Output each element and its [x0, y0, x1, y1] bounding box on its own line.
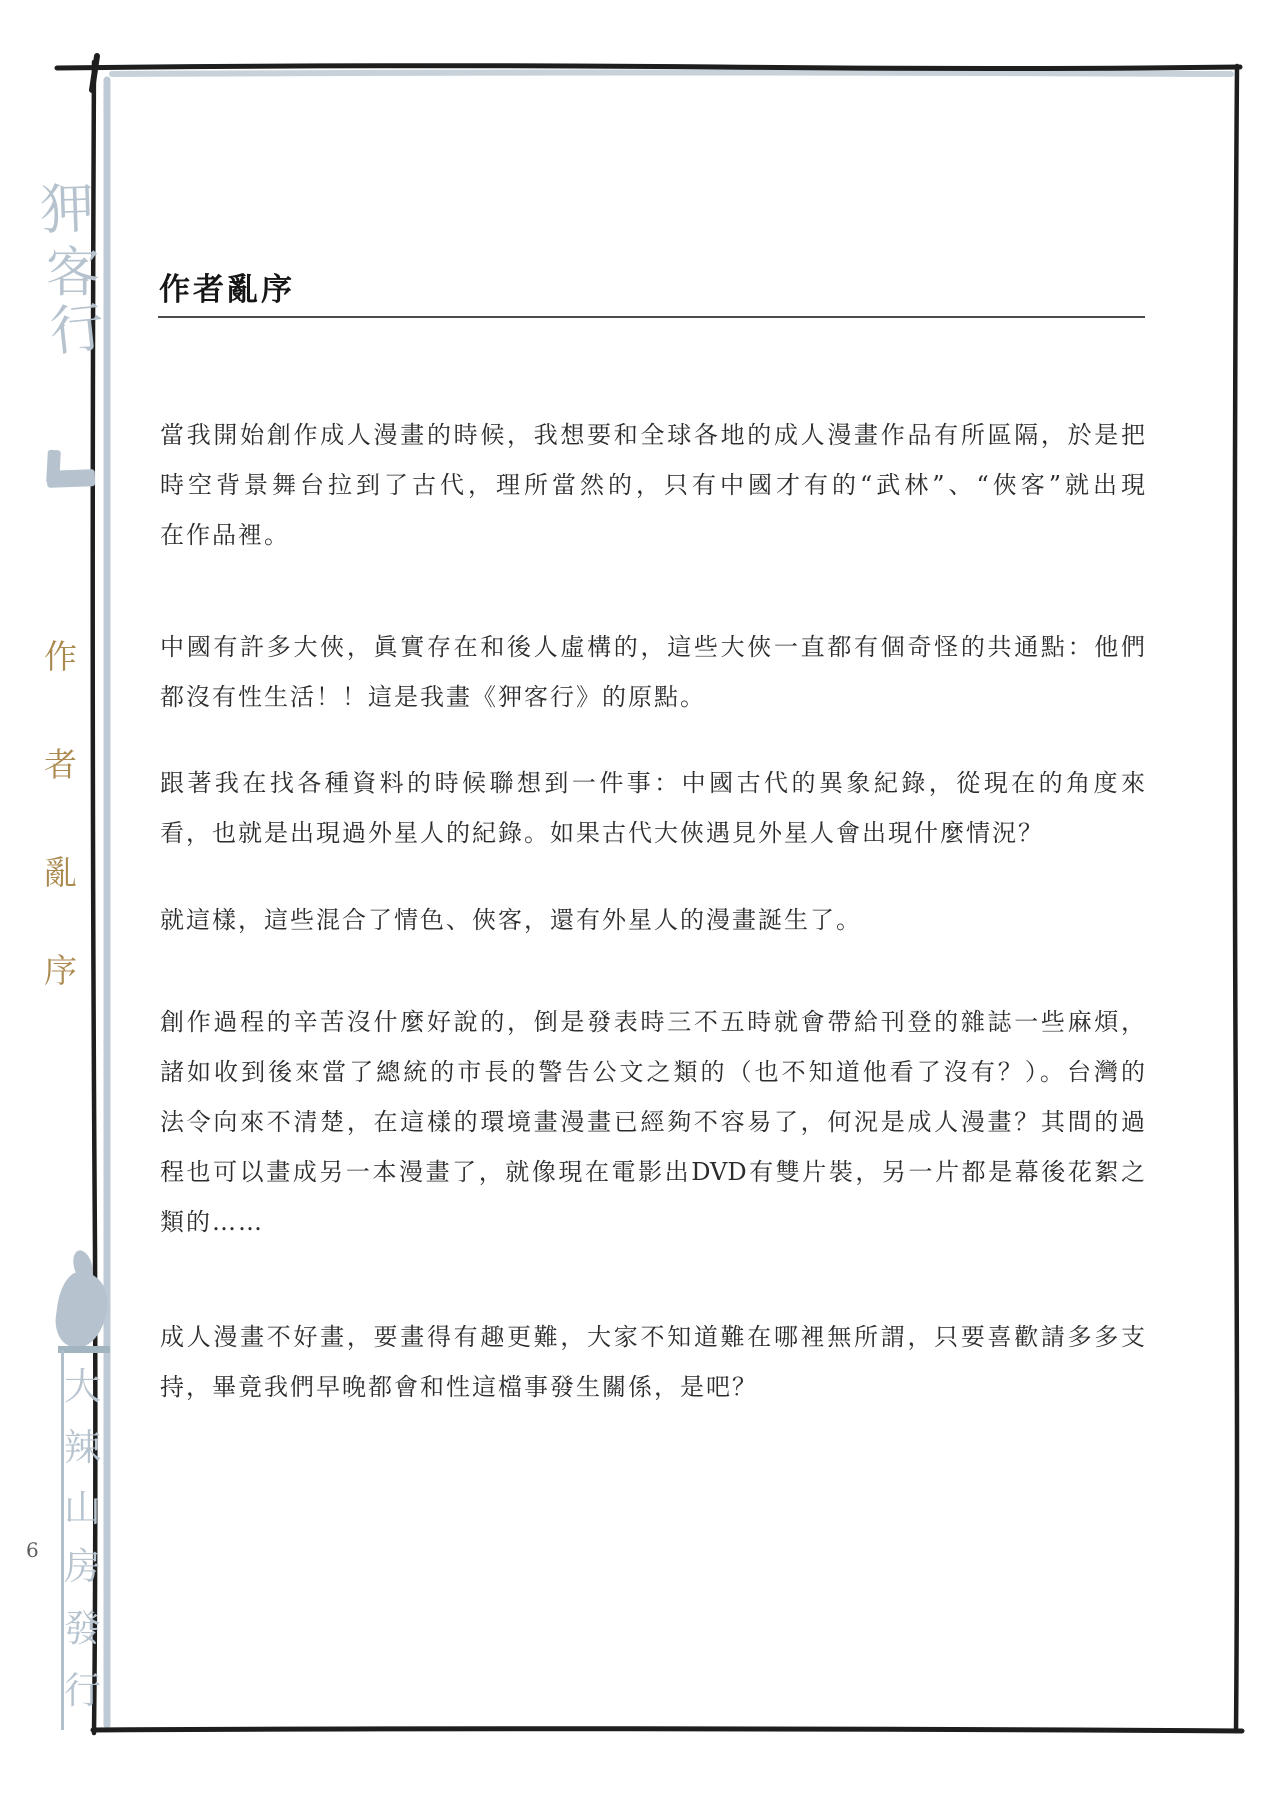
page-number: 6	[26, 1538, 39, 1562]
bracket-horizontal-stroke	[47, 469, 96, 488]
body-line: 成人漫畫不好畫，要畫得有趣更難，大家不知道難在哪裡無所謂，只要喜歡請多多支	[160, 1323, 1145, 1351]
body-line: 類的……	[160, 1208, 264, 1236]
ink-blob-ornament	[52, 1269, 112, 1351]
publisher-char: 行	[64, 1669, 101, 1712]
body-line: 就這樣，這些混合了情色、俠客，還有外星人的漫畫誕生了。	[160, 906, 862, 934]
paragraph	[160, 895, 1145, 945]
body-line: 中國有許多大俠，眞實存在和後人虛構的，這些大俠一直都有個奇怪的共通點：他們	[160, 633, 1145, 661]
publisher-char: 辣	[64, 1426, 101, 1469]
section-label-char: 作	[44, 637, 77, 676]
body-line: 都沒有性生活！！這是我畫《狎客行》的原點。	[160, 683, 706, 711]
section-label-char: 序	[44, 951, 77, 990]
publisher-char: 房	[64, 1545, 101, 1588]
body-line: 跟著我在找各種資料的時候聯想到一件事：中國古代的異象紀錄，從現在的角度來	[160, 769, 1145, 797]
body-line: 創作過程的辛苦沒什麼好說的，倒是發表時三不五時就會帶給刊登的雜誌一些麻煩，	[160, 1008, 1145, 1036]
page-title: 作者亂序	[159, 272, 295, 308]
publisher-char: 山	[64, 1487, 101, 1530]
body-line: 諸如收到後來當了總統的市長的警告公文之類的（也不知道他看了沒有？）。台灣的	[160, 1058, 1145, 1086]
series-title-char: 客	[46, 241, 100, 304]
section-label-char: 者	[44, 745, 77, 784]
body-line: 持，畢竟我們早晚都會和性這檔事發生關係，是吧？	[160, 1373, 758, 1401]
publisher-char: 發	[64, 1607, 101, 1650]
paragraph	[160, 1312, 1145, 1412]
body-line: 時空背景舞台拉到了古代，理所當然的，只有中國才有的“武林”、“俠客”就出現	[160, 471, 1145, 499]
body-line: 程也可以畫成另一本漫畫了，就像現在電影出DVD有雙片裝，另一片都是幕後花絮之	[160, 1158, 1145, 1186]
section-label-char: 亂	[44, 853, 77, 892]
publisher-char: 大	[64, 1365, 101, 1408]
paragraph	[160, 997, 1145, 1247]
body-line: 在作品裡。	[160, 521, 290, 549]
paragraph	[160, 758, 1145, 858]
publisher-box-top-stroke	[58, 1346, 110, 1353]
title-underline-rule	[158, 316, 1145, 318]
body-line: 法令向來不清楚，在這樣的環境畫漫畫已經夠不容易了，何況是成人漫畫？其間的過	[160, 1108, 1145, 1136]
body-line: 看，也就是出現過外星人的紀錄。如果古代大俠遇見外星人會出現什麼情況？	[160, 819, 1044, 847]
series-title-char: 狎	[38, 177, 96, 242]
series-title-char: 行	[46, 295, 108, 364]
paragraph	[160, 410, 1145, 560]
paragraph	[160, 622, 1145, 722]
body-line: 當我開始創作成人漫畫的時候，我想要和全球各地的成人漫畫作品有所區隔，於是把	[160, 421, 1145, 449]
